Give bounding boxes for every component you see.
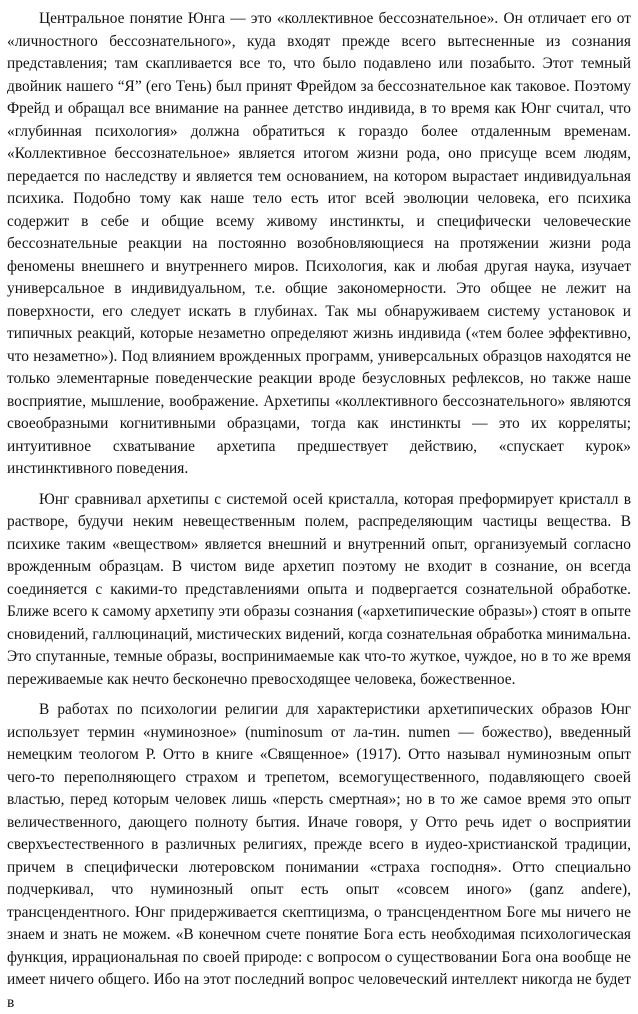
paragraph-collective-unconscious: Центральное понятие Юнга — это «коллективное бессознательное». Он отличает его от «личностного бессознательного», куда входят прежде всего вытесненные из сознания представления; там скапливается все то, что было подавлено или позабыто. Этот темный двойник нашего “Я” (его Тень) был принят Фрейдом за бессознательное как таковое. Поэтому Фрейд и обращал все внимание на раннее детство индивида, в то время как Юнг считал, что «глубинная психология» должна обратиться к гораздо более отдаленным временам. «Коллективное бессознательное» является итогом жизни рода, оно присуще всем людям, передается по наследству и является тем основанием, на котором вырастает индивидуальная психика. Подобно тому как наше тело есть итог всей эволюции человека, его психика содержит в себе и общие всему живому инстинкты, и специфически человеческие бессознательные реакции на постоянно возобновляющиеся на протяжении жизни рода феномены внешнего и внутреннего миров. Психология, как и любая другая наука, изучает универсальное в индивидуальном, т.е. общие закономерности. Это общее не лежит на поверхности, его следует искать в глубинах. Так мы обнаруживаем систему установок и типичных реакций, которые незаметно определяют жизнь индивида («тем более эффективно, что незаметно»). Под влиянием врожденных программ, универсальных образцов находятся не только элементарные поведенческие реакции вроде безусловных рефлексов, но также наше восприятие, мышление, воображение. Архетипы «коллективного бессознательного» являются своеобразными когнитивными образцами, тогда как инстинкты — это их корреляты; интуитивное схватывание архетипа предшествует действию, «спускает курок» инстинктивного поведения. xyxy=(7,10,631,477)
paragraph-archetypes-crystal: Юнг сравнивал архетипы с системой осей кристалла, которая преформирует кристалл в растворе, будучи неким невещественным полем, распределяющим частицы вещества. В психике таким «веществом» является внешний и внутренний опыт, организуемый согласно врожденным образцам. В чистом виде архетип поэтому не входит в сознание, он всегда соединяется с какими-то представлениями опыта и подвергается сознательной обработке. Ближе всего к самому архетипу эти образы сознания («архетипические образы») стоят в опыте сновидений, галлюцинаций, мистических видений, когда сознательная обработка минимальна. Это спутанные, темные образы, воспринимаемые как что-то жуткое, чуждое, но в то же время переживаемые как нечто бесконечно превосходящее человека, божественное. xyxy=(7,490,631,688)
paragraph-numinous: В работах по психологии религии для характеристики архетипических образов Юнг использует термин «нуминозное» (numinosum от ла-тин. numen — божество), введенный немецким теологом Р. Отто в книге «Священное» (1917). Отто называл нуминозным опыт чего-то переполняющего страхом и трепетом, всемогущественного, подавляющего своей властью, перед которым человек лишь «персть смертная»; но в то же самое время это опыт величественного, дающего полноту бытия. Иначе говоря, у Отто речь идет о восприятии сверхъестественного в различных религиях, прежде всего в иудео-христианской традиции, причем в специфически лютеровском понимании «страха господня». Отто специально подчеркивал, что нуминозный опыт есть опыт «совсем иного» (ganz andere), трансцендентного. Юнг придерживается скептицизма, о трансцендентном Боге мы ничего не знаем и знать не можем. «В конечном счете понятие Бога есть необходимая психологическая функция, иррациональная по своей природе: с вопросом о существовании Бога она вообще не имеет ничего общего. Ибо на этот последний вопрос человеческий интеллект никогда не будет в xyxy=(7,701,631,1011)
